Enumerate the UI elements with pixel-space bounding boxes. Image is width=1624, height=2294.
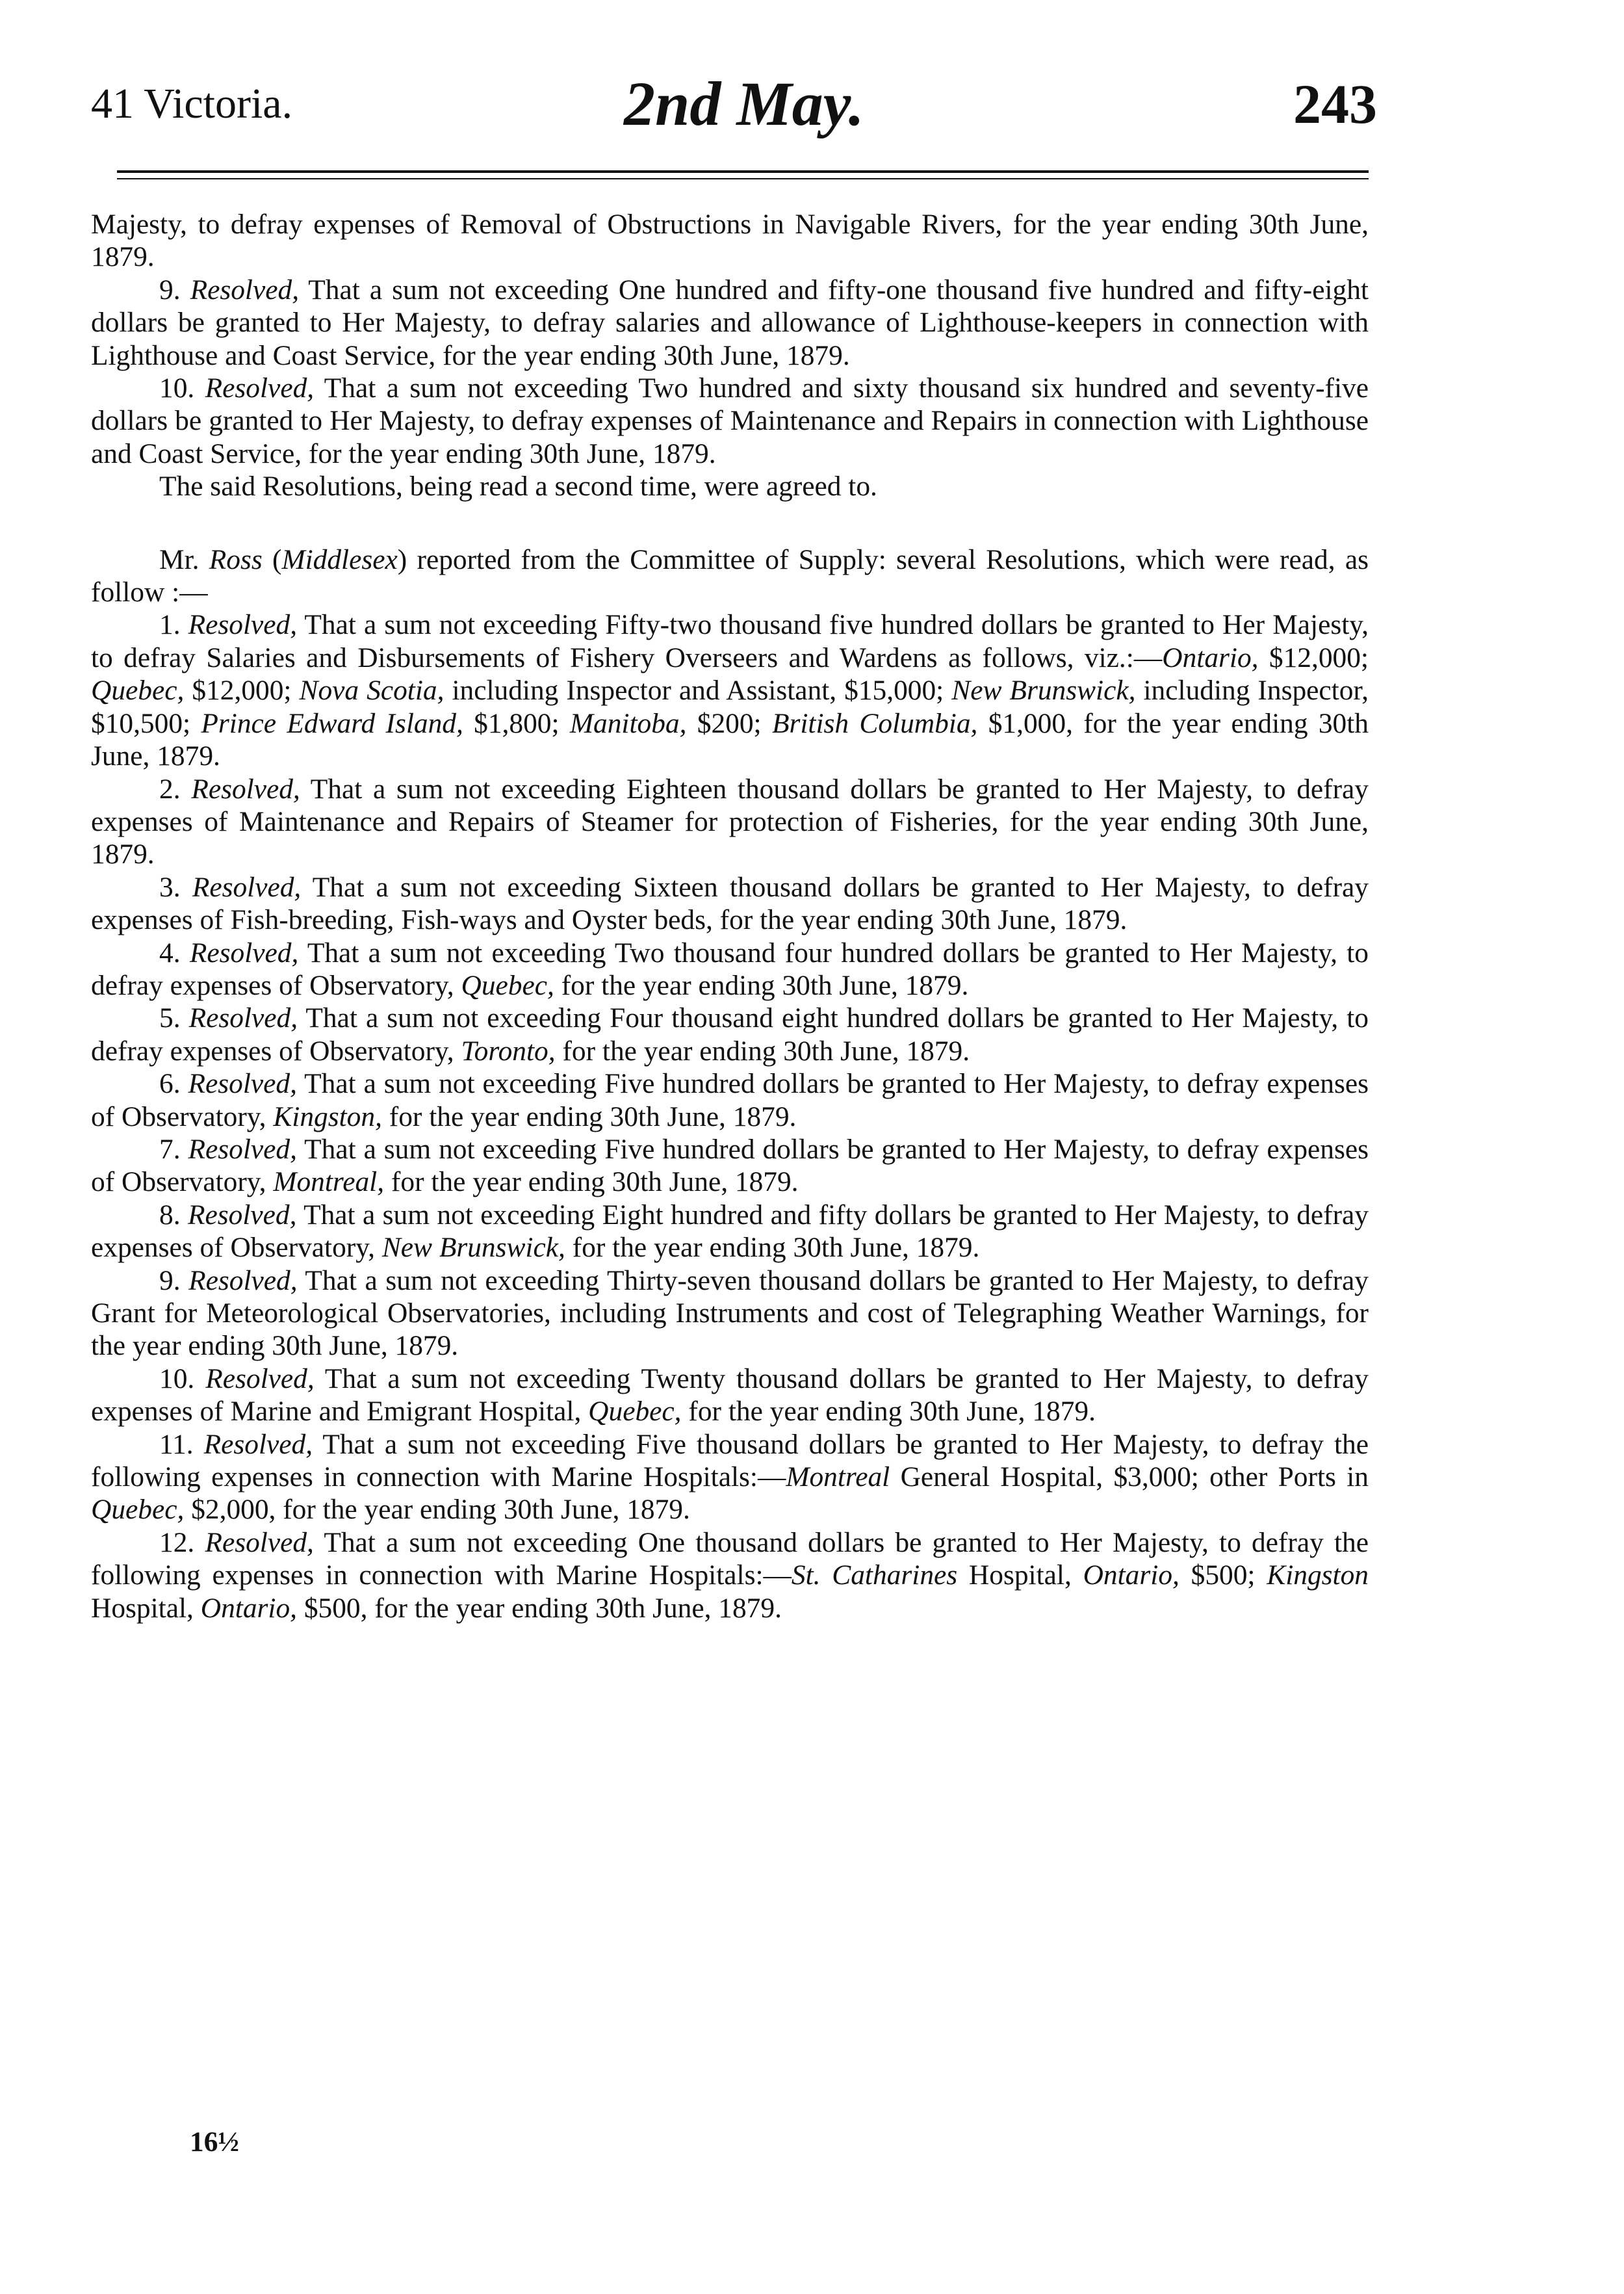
text-run: Mr. (159, 543, 209, 575)
text-run: 5. (159, 1002, 189, 1034)
italic-run: Resolved, (191, 773, 300, 805)
italic-run: Resolved, (203, 1428, 313, 1460)
text-run: 10. (159, 1362, 206, 1394)
italic-run: Resolved, (205, 372, 315, 404)
text-run: for the year ending 30th June, 1879. (555, 1035, 970, 1067)
text-run: General Hospital, $3,000; other Ports in (890, 1461, 1369, 1493)
page-date-heading: 2nd May. (624, 69, 864, 138)
italic-run: Nova Scotia, (299, 675, 445, 707)
resolution-paragraph (91, 773, 1369, 871)
text-run: for the year ending 30th June, 1879. (554, 969, 969, 1001)
resolution-paragraph (91, 871, 1369, 937)
italic-run: Ontario, (200, 1592, 297, 1624)
text-run: That a sum not exceeding Two thousand four hundred dollars be granted to Her Majesty, to defray expenses of Observatory, (91, 937, 1369, 1001)
resolution-paragraph (91, 1428, 1369, 1526)
italic-run: Montreal (786, 1461, 890, 1493)
closing-statement (91, 470, 1369, 502)
page-number: 243 (1293, 73, 1377, 135)
italic-run: Resolved, (188, 1264, 298, 1296)
text-run: for the year ending 30th June, 1879. (384, 1166, 799, 1198)
text-run: including Inspector and Assistant, $15,000; (444, 675, 952, 707)
resolution-paragraph (91, 1264, 1369, 1362)
text-run: That a sum not exceeding Five hundred dollars be granted to Her Majesty, to defray expenses of Observatory, (91, 1133, 1369, 1198)
resolution-paragraph (91, 1002, 1369, 1067)
header-rule-thin (117, 178, 1369, 179)
italic-run: Kingston, (273, 1101, 382, 1132)
text-run: 4. (159, 937, 190, 969)
resolution-paragraph (91, 543, 1369, 609)
italic-run: Resolved, (192, 871, 302, 903)
text-run: for the year ending 30th June, 1879. (565, 1232, 980, 1264)
text-run: That a sum not exceeding Four thousand eight hundred dollars be granted to Her Majesty, to defray expenses of Observatory, (91, 1002, 1369, 1067)
italic-run: Quebec, (91, 675, 185, 707)
text-run: $1,000, for the year ending 30th June, 1879. (91, 707, 1369, 772)
text-run: 10. (159, 372, 205, 404)
text-run: 9. (159, 1264, 189, 1296)
text-run: That a sum not exceeding Two hundred and sixty thousand six hundred and seventy-five dollars be granted to Her Majesty, to defray expenses of Maintenance and Repairs in connection with Lighthouse and Coast Service, for the year ending 30th June, 1879. (91, 372, 1369, 469)
text-run: $2,000, for the year ending 30th June, 1879. (184, 1494, 690, 1526)
resolution-paragraph (91, 1067, 1369, 1133)
resolution-paragraph (91, 1362, 1369, 1428)
regnal-year: 41 Victoria. (91, 80, 293, 127)
resolution-paragraph (91, 937, 1369, 1002)
italic-run: Resolved, (188, 1002, 298, 1034)
text-run: That a sum not exceeding Sixteen thousand dollars be granted to Her Majesty, to defray expenses of Fish-breeding, Fish-ways and Oyster beds, for the year ending 30th June, 1879. (91, 871, 1369, 936)
italic-run: Resolved, (187, 1199, 297, 1231)
text-run: Majesty, to defray expenses of Removal of Obstructions in Navigable Rivers, for the year ending 30th June, 1879. (91, 209, 1369, 273)
italic-run: Toronto, (461, 1035, 556, 1067)
text-run: That a sum not exceeding Eighteen thousand dollars be granted to Her Majesty, to defray expenses of Maintenance and Repairs of Steamer for protection of Fisheries, for the year ending 30th June, 1879. (91, 773, 1369, 870)
text-run: Hospital, (957, 1559, 1083, 1591)
italic-run: Resolved, (188, 1133, 297, 1165)
text-run: for the year ending 30th June, 1879. (381, 1101, 797, 1132)
italic-run: Quebec, (588, 1396, 682, 1427)
text-run: for the year ending 30th June, 1879. (681, 1396, 1096, 1427)
italic-run: Quebec, (461, 969, 554, 1001)
text-run: $500; (1179, 1559, 1267, 1591)
italic-run: New Brunswick, (951, 675, 1136, 707)
text-run: The said Resolutions, being read a second time, were agreed to. (159, 471, 877, 502)
text-run: ) reported from the Committee of Supply: several Resolutions, which were read, as follow :— (91, 543, 1369, 608)
italic-run: Ontario, (1083, 1559, 1179, 1591)
section-break (91, 503, 1369, 543)
resolution-paragraph (91, 1133, 1369, 1199)
resolution-paragraph (91, 608, 1369, 772)
italic-run: Resolved, (188, 1068, 297, 1100)
text-run: That a sum not exceeding Thirty-seven thousand dollars be granted to Her Majesty, to defray Grant for Meteorological Observatories, including Instruments and cost of Telegraphing Weather Warnings, for the year ending 30th June, 1879. (91, 1264, 1369, 1362)
italic-run: Middlesex (281, 543, 398, 575)
text-run: That a sum not exceeding Five thousand dollars be granted to Her Majesty, to defray the following expenses in connection with Marine Hospitals:— (91, 1428, 1369, 1493)
text-run: 6. (159, 1068, 188, 1100)
continued-paragraph (91, 208, 1369, 274)
text-run: $200; (686, 707, 772, 739)
italic-run: Quebec, (91, 1494, 185, 1526)
resolution-paragraph (91, 1199, 1369, 1264)
italic-run: Montreal, (273, 1166, 385, 1198)
text-run: Hospital, (91, 1592, 201, 1624)
text-run: including Inspector, $10,500; (91, 675, 1369, 739)
text-run: $500, for the year ending 30th June, 1879. (297, 1592, 782, 1624)
header-rule-thick (117, 170, 1369, 173)
italic-run: Resolved, (188, 609, 298, 641)
text-run: That a sum not exceeding One thousand dollars be granted to Her Majesty, to defray the following expenses in connection with Marine Hospitals:— (91, 1526, 1369, 1591)
italic-run: New Brunswick, (381, 1232, 565, 1264)
text-run: $1,800; (463, 707, 570, 739)
body-text (91, 208, 1369, 1624)
text-run: That a sum not exceeding Fifty-two thousand five hundred dollars be granted to Her Majesty, to defray Salaries and Disbursements of Fishery Overseers and Wardens as follows, viz.:— (91, 609, 1369, 673)
italic-run: British Columbia, (771, 707, 978, 739)
text-run: ( (262, 543, 282, 575)
resolution-paragraph (91, 274, 1369, 372)
italic-run: Kingston (1267, 1559, 1369, 1591)
italic-run: Manitoba, (569, 707, 687, 739)
text-run: 8. (159, 1199, 188, 1231)
text-run: $12,000; (1258, 642, 1369, 673)
text-run: 7. (159, 1133, 188, 1165)
signature-mark: 16½ (190, 2126, 239, 2157)
text-run: 12. (159, 1526, 205, 1558)
text-run: 11. (159, 1428, 204, 1460)
text-run: 9. (159, 274, 190, 306)
text-run: 1. (159, 609, 188, 641)
text-run: 2. (159, 773, 192, 805)
text-run: That a sum not exceeding One hundred and fifty-one thousand five hundred and fifty-eight dollars be granted to Her Majesty, to defray salaries and allowance of Lighthouse-keepers in connection with Lighthouse and Coast Service, for the year ending 30th June, 1879. (91, 274, 1369, 371)
italic-run: Resolved, (190, 274, 300, 306)
italic-run: Ross (209, 543, 263, 575)
italic-run: Ontario, (1162, 642, 1259, 673)
text-run: That a sum not exceeding Twenty thousand dollars be granted to Her Majesty, to defray expenses of Marine and Emigrant Hospital, (91, 1362, 1369, 1427)
text-run: $12,000; (184, 675, 300, 707)
text-run: 3. (159, 871, 192, 903)
text-run: That a sum not exceeding Five hundred dollars be granted to Her Majesty, to defray expenses of Observatory, (91, 1068, 1369, 1132)
text-run: That a sum not exceeding Eight hundred and fifty dollars be granted to Her Majesty, to defray expenses of Observatory, (91, 1199, 1369, 1264)
italic-run: Resolved, (189, 937, 299, 969)
italic-run: St. Catharines (791, 1559, 958, 1591)
italic-run: Prince Edward Island, (201, 707, 463, 739)
resolution-paragraph (91, 1526, 1369, 1624)
italic-run: Resolved, (205, 1362, 315, 1394)
resolution-paragraph (91, 372, 1369, 470)
italic-run: Resolved, (205, 1526, 314, 1558)
